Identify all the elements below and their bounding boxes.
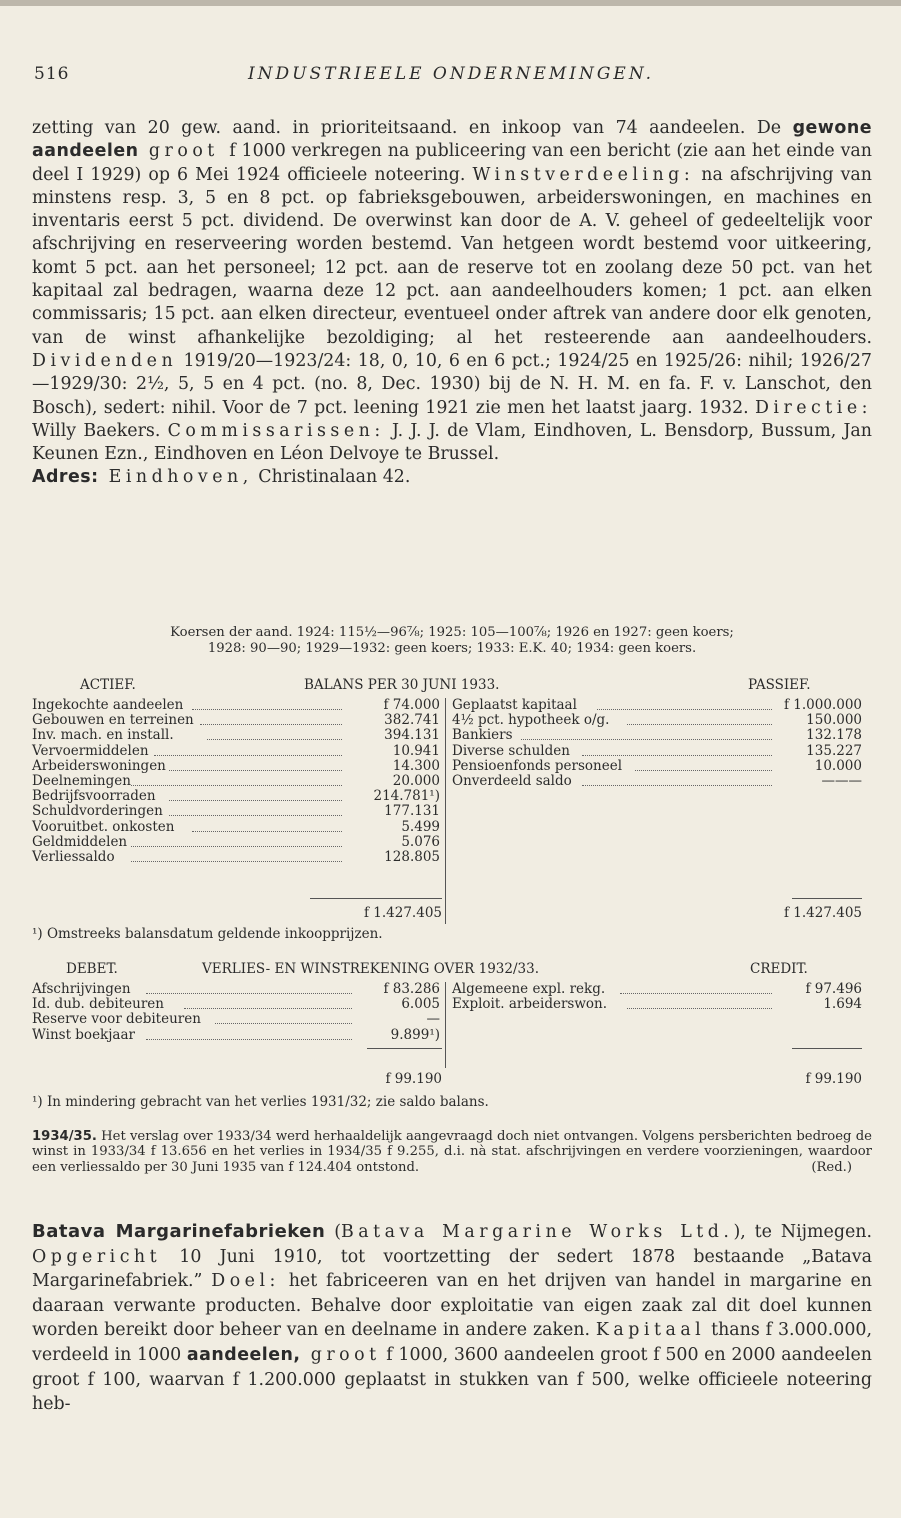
ledger-label: Vervoermiddelen — [32, 742, 149, 759]
spaced-term: Doel: — [211, 1271, 280, 1292]
ledger-value: f 1.000.000 — [784, 697, 862, 713]
koersen-line-2: 1928: 90—90; 1929—1932: geen koers; 1933: E.K. 40; 1934: geen koers. — [207, 640, 697, 656]
spaced-term: Kapitaal — [595, 1320, 706, 1341]
ledger-label: Vooruitbet. onkosten — [32, 818, 175, 835]
leader-dots — [597, 698, 772, 710]
address-label: Adres: — [32, 467, 99, 488]
leader-dots — [131, 850, 342, 862]
spaced-term: Opgericht — [32, 1246, 162, 1267]
ledger-value: — — [426, 1011, 440, 1028]
koersen-line-1: Koersen der aand. 1924: 115½—96⅞; 1925: 105—100⅞; 1926 en 1927: geen koers; — [170, 625, 734, 640]
ledger-label: Exploit. arbeiderswon. — [452, 996, 608, 1013]
running-title: INDUSTRIEELE ONDERNEMINGEN. — [247, 64, 655, 84]
koersen-block — [32, 625, 872, 656]
ledger-value: 150.000 — [806, 712, 862, 729]
leader-dots — [200, 713, 342, 725]
ledger-value: 5.499 — [401, 818, 440, 835]
ledger-value: 5.076 — [401, 833, 440, 850]
address-city: Eindhoven, — [98, 467, 253, 488]
ledger-row — [32, 850, 872, 865]
ledger-row — [32, 835, 872, 850]
ledger-label: Ingekochte aandeelen — [32, 697, 184, 713]
ledger-value: 394.131 — [384, 727, 440, 744]
leader-dots — [207, 728, 342, 740]
ledger-value: 132.178 — [806, 727, 862, 744]
note-text: Het verslag over 1933/34 werd herhaaldelijk aangevraagd doch niet ontvangen. Volgens persberichten bedroeg de winst in 1933/34 f 13.656 en het verlies in 1934/35 f 9.255, d.i. nà stat. afschrijvingen en verdere voorzieningen, waardoor een verliessaldo per 30 Juni 1935 van f 124.404 ontstond. — [32, 1129, 872, 1175]
ledger-value: f 74.000 — [383, 697, 440, 713]
ledger-label: Arbeiderswoningen — [32, 757, 166, 774]
spaced-term: Dividenden — [32, 350, 178, 371]
batava-paragraph — [32, 1220, 872, 1417]
ledger-row — [32, 1028, 872, 1043]
ledger-label: Deelnemingen — [32, 772, 131, 789]
leader-dots — [192, 820, 342, 832]
company-description-paragraph — [32, 117, 872, 490]
ledger-value: 20.000 — [392, 772, 440, 789]
ledger-value: f 97.496 — [805, 981, 862, 997]
ledger-row — [32, 997, 872, 1012]
ledger-value: 177.131 — [384, 803, 440, 820]
ledger-label: 4½ pct. hypotheek o/g. — [452, 712, 610, 729]
ledger-value: 135.227 — [806, 742, 862, 759]
passief-heading: PASSIEF. — [748, 677, 811, 693]
spaced-term: Winstverdeeling: — [472, 164, 695, 185]
ledger-row — [32, 804, 872, 819]
ledger-value: 10.000 — [814, 757, 862, 774]
actief-heading: ACTIEF. — [80, 677, 136, 693]
balance-footnote: ¹) Omstreeks balansdatum geldende inkoopprijzen. — [32, 926, 383, 942]
ledger-row — [32, 713, 872, 728]
spaced-term: Directie: — [754, 397, 872, 418]
leader-dots — [146, 1028, 352, 1040]
balance-total-left: f 1.427.405 — [364, 905, 442, 921]
ledger-value: 9.899¹) — [390, 1026, 440, 1043]
text: thans f 3.000.000, verdeeld in 1000 — [32, 1320, 872, 1365]
ledger-value: 382.741 — [384, 712, 440, 729]
ledger-row — [32, 1012, 872, 1027]
note-year: 1934/35. — [32, 1129, 97, 1144]
leader-dots — [154, 744, 342, 756]
ledger-label: Geplaatst kapitaal — [452, 697, 577, 713]
text: na afschrijving van minstens resp. 3, 5 en 8 pct. op fabrieksgebouwen, arbeiderswoningen, en machines en inventaris eerst 5 pct. dividend. De overwinst kan door de A. V. geheel of gedeeltelijk voor afschrijving en reserveering worden bestemd. Van hetgeen wordt bestemd voor uitkeering, komt 5 pct. aan het personeel; 12 pct. aan de reserve tot en zoolang deze 50 pct. van het kapitaal zal bedragen, waarna deze 12 pct. aan aandeelhouders komen; 1 pct. aan elken commissaris; 15 pct. aan elken directeur, eventueel onder aftrek van andere door elk genoten, van de winst afhankelijke bezoldiging; al het resteerende aan aandeelhouders. — [32, 164, 872, 348]
ledger-row — [32, 759, 872, 774]
pl-rows — [32, 982, 872, 1043]
leader-dots — [635, 759, 772, 771]
text: 1919/20—1923/24: 18, 0, 10, 6 en 6 pct.; 1924/25 en 1925/26: nihil; 1926/27—1929/30: 2½, 5, 5 en 4 pct. (no. 8, Dec. 1930) bij de N. H. M. en fa. F. v. Lanschot, den Bosch), sedert: nihil. Voor de 7 pct. leening 1921 zie men het laatst jaarg. 1932. — [32, 350, 872, 418]
ledger-value: 14.300 — [392, 757, 440, 774]
ledger-label: Winst boekjaar — [32, 1026, 135, 1043]
page-top-edge — [0, 0, 901, 6]
ledger-label: Gebouwen en terreinen — [32, 712, 194, 729]
spaced-term: groot — [300, 1344, 381, 1365]
leader-dots — [627, 997, 772, 1009]
balance-sheet — [32, 677, 872, 942]
leader-dots — [131, 774, 342, 786]
balance-rule-right — [792, 898, 862, 899]
ledger-value: 214.781¹) — [373, 788, 440, 805]
leader-dots — [169, 789, 342, 801]
bold-term: gewone aandeelen — [32, 118, 872, 162]
ledger-row — [32, 728, 872, 743]
page-number: 516 — [34, 64, 70, 84]
ledger-row — [32, 820, 872, 835]
ledger-row — [32, 774, 872, 789]
ledger-label: Pensioenfonds personeel — [452, 757, 623, 774]
ledger-value: 6.005 — [401, 996, 440, 1013]
spaced-term: Batava Margarine Works Ltd. — [341, 1222, 734, 1242]
ledger-label: Schuldvorderingen — [32, 803, 163, 820]
text: het fabriceeren van en het drijven van handel in margarine en daaraan verwante producten. Behalve door exploitatie van eigen zaak zal dit doel kunnen worden bereikt door beheer van en deelname in andere zaken. — [32, 1271, 872, 1341]
ledger-value: ——— — [821, 772, 862, 789]
ledger-value: 1.694 — [823, 996, 862, 1013]
leader-dots — [131, 835, 342, 847]
balance-rows — [32, 698, 872, 865]
ledger-label: Onverdeeld saldo — [452, 772, 572, 789]
leader-dots — [627, 713, 772, 725]
pl-heading: VERLIES- EN WINSTREKENING OVER 1932/33. — [202, 961, 540, 977]
pl-footnote: ¹) In mindering gebracht van het verlies 1931/32; zie saldo balans. — [32, 1094, 489, 1110]
ledger-label: Verliessaldo — [32, 848, 115, 865]
text: J. J. J. de Vlam, Eindhoven, L. Bensdorp, Bussum, Jan Keunen Ezn., Eindhoven en Léon Delvoye te Brussel. — [32, 420, 873, 465]
ledger-value: 128.805 — [384, 848, 440, 865]
bold-term: aandeelen, — [186, 1344, 301, 1365]
text: ), te Nijmegen. — [733, 1222, 872, 1242]
leader-dots — [521, 728, 772, 740]
ledger-row — [32, 744, 872, 759]
leader-dots — [620, 982, 772, 994]
spaced-term: groot — [138, 141, 230, 162]
ledger-row — [32, 982, 872, 997]
ledger-label: Bedrijfsvoorraden — [32, 788, 156, 805]
leader-dots — [582, 774, 772, 786]
text: f 1000 verkregen na publiceering van een bericht (zie aan het einde van deel I 1929) op 6 Mei 1924 officieele noteering. — [32, 141, 872, 185]
text: ( — [325, 1222, 342, 1242]
leader-dots — [184, 997, 352, 1009]
ledger-label: Bankiers — [452, 727, 513, 744]
text: f 1000, 3600 aandeelen groot f 500 en 2000 aandeelen groot f 100, waarvan f 1.200.000 geplaatst in stukken van f 500, welke officieele noteering heb- — [32, 1344, 872, 1415]
balance-heading: BALANS PER 30 JUNI 1933. — [304, 677, 500, 693]
ledger-label: Geldmiddelen — [32, 833, 128, 850]
profit-loss-account — [32, 961, 872, 1110]
note-1934-35 — [32, 1129, 872, 1175]
leader-dots — [215, 1012, 352, 1024]
ledger-row — [32, 789, 872, 804]
ledger-label: Reserve voor debiteuren — [32, 1011, 201, 1028]
pl-total-left: f 99.190 — [385, 1071, 442, 1087]
pl-total-right: f 99.190 — [805, 1071, 862, 1087]
ledger-value: 10.941 — [392, 742, 440, 759]
leader-dots — [146, 982, 352, 994]
leader-dots — [169, 804, 342, 816]
leader-dots — [169, 759, 342, 771]
page-header — [32, 58, 870, 92]
text: zetting van 20 gew. aand. in prioriteitsaand. en inkoop van 74 aandeelen. De — [32, 118, 793, 138]
ledger-label: Algemeene expl. rekg. — [452, 981, 606, 997]
pl-rule-right — [792, 1048, 862, 1049]
ledger-label: Inv. mach. en install. — [32, 727, 174, 744]
credit-heading: CREDIT. — [750, 961, 808, 977]
address-street: Christinalaan 42. — [252, 467, 411, 488]
leader-dots — [192, 698, 342, 710]
text: Willy Baekers. — [32, 420, 168, 441]
balance-rule-left — [310, 898, 442, 899]
ledger-label: Diverse schulden — [452, 742, 570, 759]
pl-rule-left — [367, 1048, 442, 1049]
ledger-row — [32, 698, 872, 713]
ledger-label: Id. dub. debiteuren — [32, 996, 164, 1013]
company-name: Batava Margarinefabrieken — [32, 1221, 326, 1242]
spaced-term: Commissarissen: — [167, 420, 385, 441]
debet-heading: DEBET. — [66, 961, 118, 977]
balance-total-right: f 1.427.405 — [784, 905, 862, 921]
text: 10 Juni 1910, tot voortzetting der sedert 1878 bestaande „Batava Margarinefabriek.” — [32, 1246, 872, 1292]
note-red: (Red.) — [811, 1159, 852, 1175]
leader-dots — [582, 744, 772, 756]
ledger-label: Afschrijvingen — [32, 981, 131, 997]
ledger-value: f 83.286 — [383, 981, 440, 997]
